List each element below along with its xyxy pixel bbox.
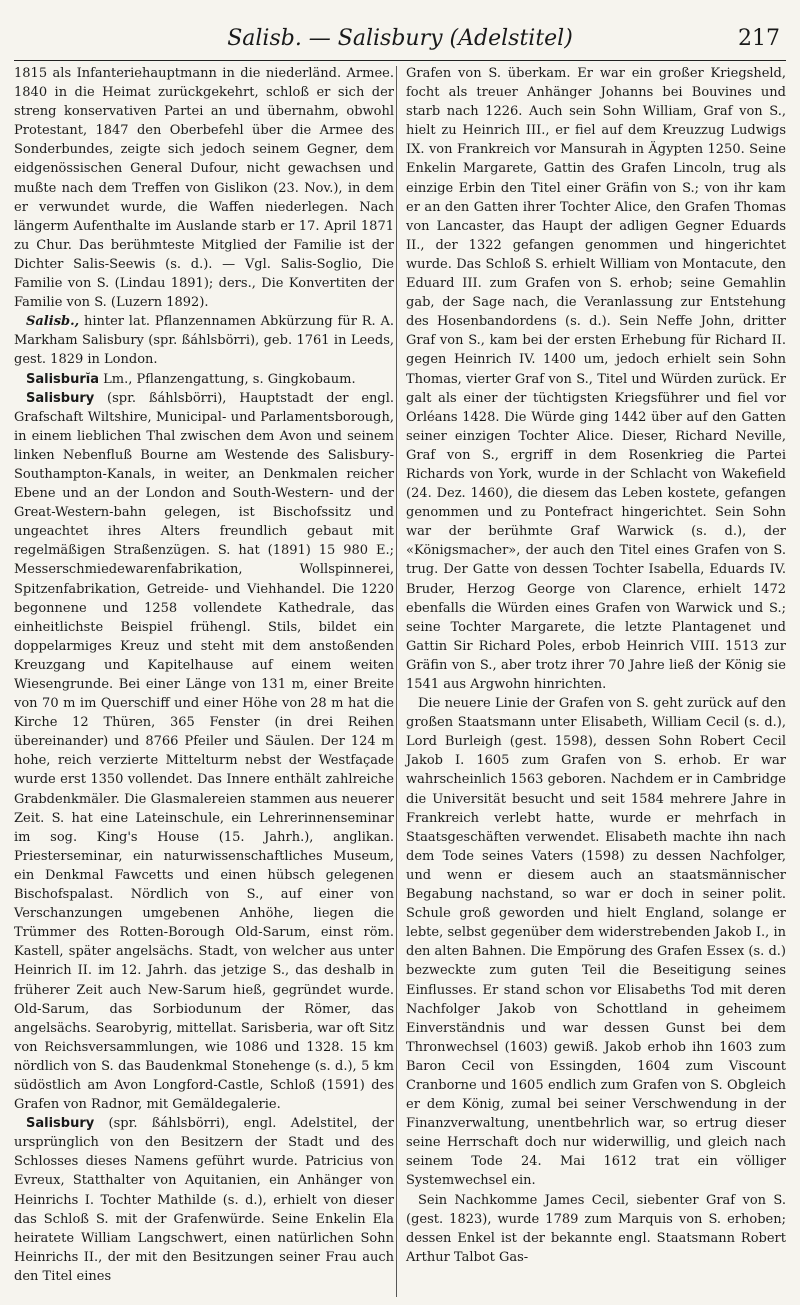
entry-salisb: Salisb., hinter lat. Pflanzennamen Abkürzung für R. A. Markham Salisbury (spr. ßáhlsbörri), geb. 1761 in Leeds, gest. 1829 in London. — [14, 314, 394, 368]
lemma: Salisburĭa — [26, 371, 99, 387]
entry-salisburia: Salisburĭa Lm., Pflanzengattung, s. Gingkobaum. — [26, 371, 356, 387]
entry-continuation: Grafen von S. überkam. Er war ein großer Kriegsheld, focht als treuer Anhänger Johanns bei Bouvines und starb nach 1226. Auch sein Sohn William, Graf von S., hielt zu Heinrich III., er fiel auf dem Kreuzzug Ludwigs IX. von Frankreich vor Mansurah in Ägypten 1250. Seine Enkelin Margarete, Gattin des Grafen Lincoln, trug als einzige Erbin den Titel einer Gräfin von S.; von ihr kam er an den Gatten ihrer Tochter Alice, den Grafen Thomas von Lancaster, das Haupt der adligen Gegner Eduards II., der 1322 gefangen genommen und hingerichtet wurde. Das Schloß S. erhielt William von Montacute, den Eduard III. zum Grafen von S. erhob; seine Gemahlin gab, der Sage nach, die Veranlassung zur Entstehung des Hosenbandordens (s. d.). Sein Neffe John, dritter Graf von S., kam bei der ersten Erhebung für Richard II. gegen Heinrich IV. 1400 um, jedoch erhielt sein Sohn Thomas, vierter Graf von S., Titel und Würden zurück. Er galt als einer der tüchtigsten Kriegsführer und fiel vor Orléans 1428. Die Würde ging 1442 über auf den Gatten seiner einzigen Tochter Alice. Dieser, Richard Neville, Graf von S., ergriff in dem Rosenkrieg die Partei Richards von York, wurde in der Schlacht von Wakefield (24. Dez. 1460), die diesem das Leben kostete, gefangen genommen und zu Pontefract hingerichtet. Sein Sohn war der berühmte Graf Warwick (s. d.), der «Königsmacher», der auch den Titel eines Grafen von S. trug. Der Gatte von dessen Tochter Isabella, Eduards IV. Bruder, Herzog George von Clarence, erhielt 1472 ebenfalls die Würden eines Grafen von Warwick und S.; seine Tochter Margarete, die letzte Plantagenet und Gattin Sir Richard Poles, erbob Heinrich VIII. 1513 zur Gräfin von S., aber trotz ihrer 70 Jahre ließ der König sie 1541 aus Argwohn hinrichten. — [406, 66, 786, 692]
entry-salisbury-city: Salisbury (spr. ßáhlsbörri), Hauptstadt der engl. Grafschaft Wiltshire, Municipal- und Parlamentsborough, in einem lieblichen Thal zwischen dem Avon und seinem linken Nebenfluß Bourne am Westende des Salisbury-Southampton-Kanals, in weiter, an Denkmalen reicher Ebene und an der London and South-Western- und der Great-Western-bahn gelegen, ist Bischofssitz und ungeachtet ihres Alters freundlich gebaut mit regelmäßigen Straßenzügen. S. hat (1891) 15 980 E.; Messerschmiedewarenfabrikation, Wollspinnerei, Spitzenfabrikation, Getreide- und Viehhandel. Die 1220 begonnene und 1258 vollendete Kathedrale, das einheitlichste Beispiel frühengl. Stils, bildet ein doppelarmiges Kreuz und steht mit dem anstoßenden Kreuzgang und Kapitelhause auf einem weiten Wiesengrunde. Bei einer Länge von 131 m, einer Breite von 70 m im Querschiff und einer Höhe von 28 m hat die Kirche 12 Thüren, 365 Fenster (in drei Reihen übereinander) und 8766 Pfeiler und Säulen. Der 124 m hohe, reich verzierte Mittelturm nebst der Westfaçade wurde erst 1350 vollendet. Das Innere enthält zahlreiche Grabdenkmäler. Die Glasmalereien stammen aus neuerer Zeit. S. hat eine Lateinschule, ein Lehrerinnenseminar im sog. King's House (15. Jahrh.), anglikan. Priesterseminar, ein naturwissenschaftliches Museum, ein Denkmal Fawcetts und einen hübsch gelegenen Bischofspalast. Nördlich von S., auf einer von Verschanzungen umgebenen Anhöhe, liegen die Trümmer des Rotten-Borough Old-Sarum, einst röm. Kastell, später angelsächs. Stadt, von welcher aus unter Heinrich II. im 12. Jahrh. das jetzige S., das deshalb in früherer Zeit auch New-Sarum hieß, gegründet wurde. Old-Sarum, das Sorbiodunum der Römer, das angelsächs. Searobyrig, mittellat. Sarisberia, war oft Sitz von Reichsversammlungen, wie 1086 und 1328. 15 km nördlich von S. das Baudenkmal Stonehenge (s. d.), 5 km südöstlich am Avon Longford-Castle, Schloß (1591) des Grafen von Radnor, mit Gemäldegalerie. — [14, 390, 394, 1113]
page-number: 217 — [738, 26, 780, 51]
lemma: Salisbury — [26, 390, 95, 406]
lemma: Salisb., — [26, 314, 80, 330]
paragraph: Sein Nachkomme James Cecil, siebenter Graf von S. (gest. 1823), wurde 1789 zum Marquis von S. erhoben; dessen Enkel ist der bekannte engl. Staatsmann Robert Arthur Talbot Gas- — [406, 1192, 786, 1265]
entry-continuation: 1815 als Infanteriehauptmann in die niederländ. Armee. 1840 in die Heimat zurückgekehrt, schloß er sich der streng konservativen Partei an und übernahm, obwohl Protestant, 1847 den Oberbefehl über die Armee des Sonderbundes, zeigte sich jedoch seinem Gegner, dem eidgenössischen General Dufour, nicht gewachsen und mußte nach dem Treffen von Gislikon (23. Nov.), in dem er verwundet wurde, die Waffen niederlegen. Nach längerm Aufenthalte im Auslande starb er 17. April 1871 zu Chur. Das berühmteste Mitglied der Familie ist der Dichter Salis-Seewis (s. d.). — Vgl. Salis-Soglio, Die Familie von S. (Lindau 1891); ders., Die Konvertiten der Familie von S. (Luzern 1892). — [14, 66, 394, 311]
header-rule — [14, 60, 786, 61]
lemma: Salisbury — [26, 1116, 95, 1132]
column-divider — [396, 66, 397, 1297]
running-head: Salisb. — Salisbury (Adelstitel) — [227, 26, 573, 51]
right-column — [406, 64, 786, 1267]
left-column — [14, 64, 394, 1286]
entry-salisbury-title: Salisbury (spr. ßáhlsbörri), engl. Adelstitel, der ursprünglich von den Besitzern der Stadt und des Schlosses dieses Namens geführt wurde. Patricius von Evreux, Statthalter von Aquitanien, ein Anhänger von Heinrichs I. Tochter Mathilde (s. d.), erhielt von dieser das Schloß S. mit der Grafenwürde. Seine Enkelin Ela heiratete William Langschwert, einen natürlichen Sohn Heinrichs II., der mit den Besitzungen seiner Frau auch den Titel eines — [14, 1116, 394, 1284]
page-header — [14, 22, 786, 58]
paragraph: Die neuere Linie der Grafen von S. geht zurück auf den großen Staatsmann unter Elisabeth, William Cecil (s. d.), Lord Burleigh (gest. 1598), dessen Sohn Robert Cecil Jakob I. 1605 zum Grafen von S. erhob. Er war wahrscheinlich 1563 geboren. Nachdem er in Cambridge die Universität besucht und seit 1584 mehrere Jahre in Frankreich verlebt hatte, wurde er mehrfach in Staatsgeschäften verwendet. Elisabeth machte ihn nach dem Tode seines Vaters (1598) zu dessen Nachfolger, und wenn er diesem auch an staatsmännischer Begabung nachstand, so war er doch in seiner polit. Schule groß geworden und hielt England, solange er lebte, selbst gegenüber dem widerstrebenden Jakob I., in den alten Bahnen. Die Empörung des Grafen Essex (s. d.) bezweckte zum guten Teil die Beseitigung seines Einflusses. Er stand schon vor Elisabeths Tod mit deren Nachfolger Jakob von Schottland in geheimem Einverständnis und war dessen Gunst bei dem Thronwechsel (1603) gewiß. Jakob erhob ihn 1603 zum Baron Cecil von Essingden, 1604 zum Viscount Cranborne und 1605 endlich zum Grafen von S. Obgleich er dem König, zumal bei seiner Verschwendung in der Finanzverwaltung, unentbehrlich war, so ertrug dieser seine Herrschaft doch nur widerwillig, und gleich nach seinem Tode 24. Mai 1612 trat ein völliger Systemwechsel ein. — [406, 696, 786, 1189]
